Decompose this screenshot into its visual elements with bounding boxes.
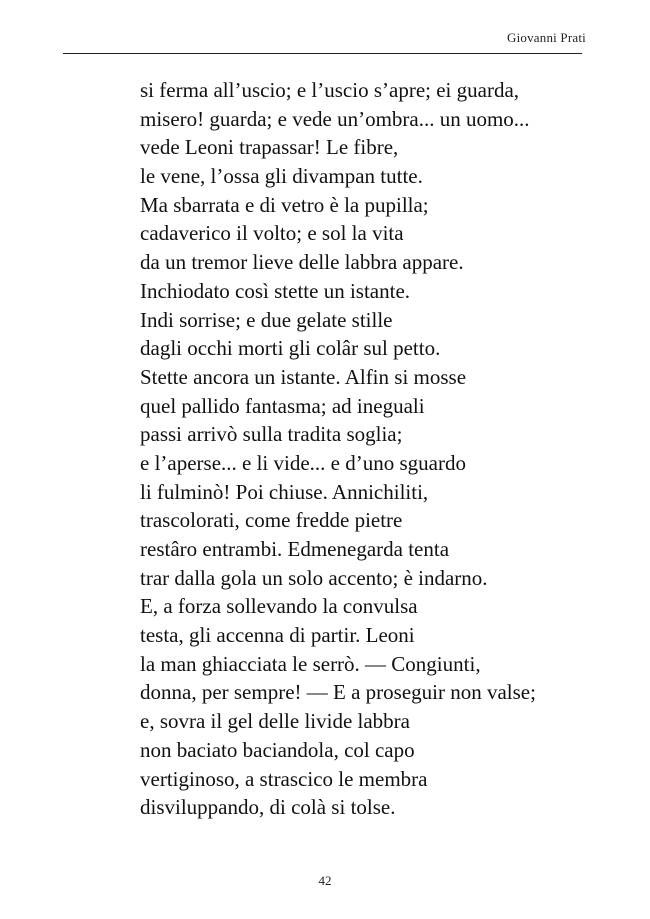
poem-line: Inchiodato così stette un istante. — [140, 278, 411, 303]
poem-line: testa, gli accenna di partir. Leoni — [140, 623, 415, 648]
poem-line: Stette ancora un istante. Alfin si mosse — [140, 364, 467, 389]
poem-line: Indi sorrise; e due gelate stille — [140, 307, 393, 332]
poem-line: si ferma all’uscio; e l’uscio s’apre; ei guarda, — [140, 78, 520, 102]
poem-line: la man ghiacciata le serrò. — Congiunti, — [140, 651, 481, 676]
poem-line: donna, per sempre! — E a proseguir non valse; — [140, 680, 536, 705]
poem-line: e, sovra il gel delle livide labbra — [140, 709, 410, 734]
poem-line: restâro entrambi. Edmenegarda tenta — [140, 537, 450, 561]
poem-line: le vene, l’ossa gli divampan tutte. — [140, 164, 423, 189]
poem-line: li fulminò! Poi chiuse. Annichiliti, — [140, 479, 429, 504]
poem-line: e l’aperse... e li vide... e d’uno sguardo — [140, 450, 466, 475]
poem-line: trascolorati, come fredde pietre — [140, 508, 403, 533]
page-number: 42 — [318, 873, 332, 888]
poem-line: Ma sbarrata e di vetro è la pupilla; — [140, 192, 429, 217]
poem-line: quel pallido fantasma; ad ineguali — [140, 393, 425, 418]
poem-line: disviluppando, di colà si tolse. — [140, 795, 396, 820]
poem-text — [140, 76, 580, 822]
poem-line: E, a forza sollevando la convulsa — [140, 594, 418, 619]
poem-line: vertiginoso, a strascico le membra — [140, 766, 428, 791]
running-header: Giovanni Prati — [507, 30, 586, 45]
poem-line: non baciato baciandola, col capo — [140, 737, 415, 762]
poem-line: passi arrivò sulla tradita soglia; — [140, 422, 403, 447]
poem-line: da un tremor lieve delle labbra appare. — [140, 250, 464, 275]
header-rule — [63, 53, 582, 54]
poem-line: trar dalla gola un solo accento; è indarno. — [140, 565, 488, 590]
poem-line: vede Leoni trapassar! Le fibre, — [140, 135, 399, 160]
poem-line: misero! guarda; e vede un’ombra... un uomo... — [140, 106, 530, 131]
poem-line: dagli occhi morti gli colâr sul petto. — [140, 336, 441, 361]
poem-line: cadaverico il volto; e sol la vita — [140, 221, 404, 246]
